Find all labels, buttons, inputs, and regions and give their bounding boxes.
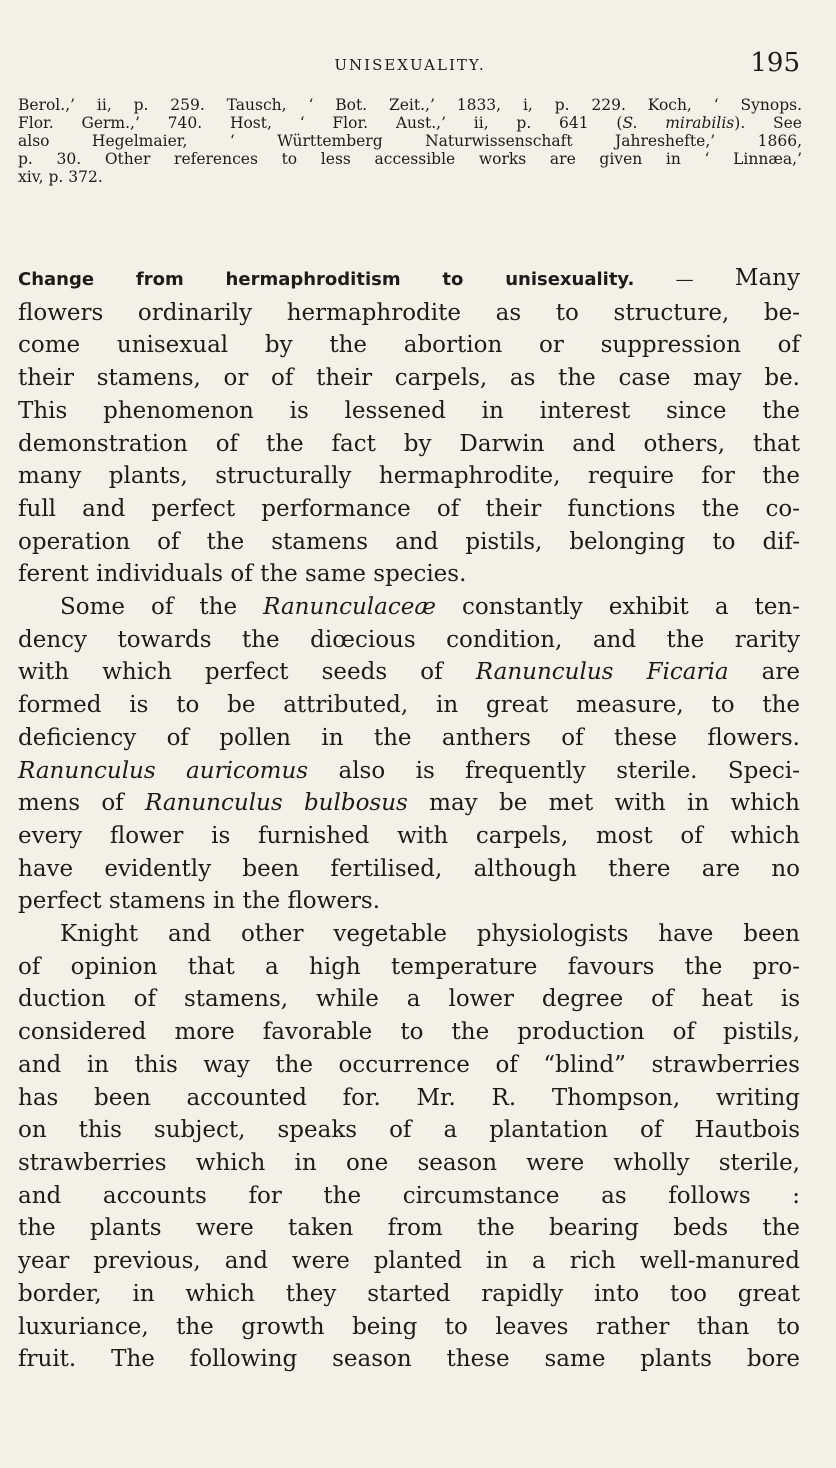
paragraph-text: may be met with in which (407, 790, 800, 817)
paragraph-line: full and perfect performance of their functions the co- (18, 495, 800, 522)
paragraph-line: strawberries which in one season were wholly sterile, (18, 1149, 800, 1176)
paragraph-line: year previous, and were planted in a rich well-manured (18, 1248, 800, 1275)
paragraph-line: and in this way the occurrence of “blind” strawberries (18, 1051, 800, 1078)
paragraph-text: are (728, 659, 800, 686)
footnote-text: ). See (734, 114, 802, 132)
paragraph-line: come unisexual by the abortion or suppression of (18, 332, 800, 359)
paragraph-line: have evidently been fertilised, although there are no (18, 855, 800, 882)
paragraph-line (18, 591, 800, 624)
paragraph-line: flowers ordinarily hermaphrodite as to structure, be- (18, 299, 800, 326)
footnote-line (18, 114, 802, 132)
italic-term: Ranunculus auricomus (18, 757, 309, 784)
paragraph-line (18, 787, 800, 820)
footnote-line: xiv, p. 372. (18, 168, 103, 186)
paragraph-line: ferent individuals of the same species. (18, 561, 467, 588)
paragraph-line: dency towards the diœcious condition, and the rarity (18, 626, 800, 653)
paragraph-line: many plants, structurally hermaphrodite, require for the (18, 463, 800, 490)
paragraph-text: constantly exhibit a ten- (435, 594, 800, 621)
paragraph-line: This phenomenon is lessened in interest since the (18, 397, 800, 424)
paragraph-line: and accounts for the circumstance as follows : (18, 1182, 800, 1209)
paragraph-line: operation of the stamens and pistils, belonging to dif- (18, 528, 800, 555)
paragraph-line: deficiency of pollen in the anthers of these flowers. (18, 724, 800, 751)
footnote-line: also Hegelmaier, ‘ Württemberg Naturwissenschaft Jahreshefte,’ 1866, (18, 132, 802, 150)
running-head (20, 50, 800, 82)
paragraph-line (18, 755, 800, 788)
paragraph-line: border, in which they started rapidly into too great (18, 1280, 800, 1307)
footnote (18, 96, 802, 186)
page-number: 195 (750, 48, 800, 78)
paragraph-line: formed is to be attributed, in great measure, to the (18, 692, 800, 719)
footnote-text: Flor. Germ.,’ 740. Host, ‘ Flor. Aust.,’ ii, p. 641 ( (18, 114, 623, 132)
paragraph-line: duction of stamens, while a lower degree of heat is (18, 986, 800, 1013)
section-heading: Change from hermaphroditism to unisexuality. (18, 269, 635, 290)
italic-term: Ranunculus bulbosus (145, 790, 408, 817)
footnote-italic: S. mirabilis (622, 114, 735, 132)
paragraph-line (18, 262, 800, 297)
paragraph-line: of opinion that a high temperature favours the pro- (18, 953, 800, 980)
paragraph-text: also is frequently sterile. Speci- (308, 757, 800, 784)
italic-term: Ranunculus Ficaria (475, 659, 729, 686)
paragraph-line: perfect stamens in the flowers. (18, 888, 381, 915)
paragraph-line: on this subject, speaks of a plantation of Hautbois (18, 1117, 800, 1144)
paragraph-text: with which perfect seeds of (18, 659, 476, 686)
paragraph-line: has been accounted for. Mr. R. Thompson, writing (18, 1084, 800, 1111)
paragraph-text: Many (734, 265, 800, 291)
paragraph-line: luxuriance, the growth being to leaves rather than to (18, 1313, 800, 1340)
paragraph-line: fruit. The following season these same plants bore (18, 1346, 800, 1373)
heading-dash: — (634, 269, 735, 290)
footnote-line: p. 30. Other references to less accessible works are given in ‘ Linnæa,’ (18, 150, 802, 168)
body-text (18, 262, 800, 1376)
paragraph-line (18, 656, 800, 689)
header-title: UNISEXUALITY. (334, 56, 486, 74)
paragraph-line: every flower is furnished with carpels, most of which (18, 822, 800, 849)
paragraph-line: demonstration of the fact by Darwin and others, that (18, 430, 800, 457)
paragraph-line: the plants were taken from the bearing beds the (18, 1215, 800, 1242)
paragraph-line: their stamens, or of their carpels, as the case may be. (18, 365, 800, 392)
italic-term: Ranunculaceæ (263, 594, 436, 621)
footnote-line: Berol.,’ ii, p. 259. Tausch, ‘ Bot. Zeit.,’ 1833, i, p. 229. Koch, ‘ Synops. (18, 96, 802, 114)
paragraph-line: considered more favorable to the production of pistils, (18, 1019, 800, 1046)
paragraph-text: Some of the (60, 594, 264, 621)
paragraph-text: mens of (18, 790, 145, 817)
paragraph-line: Knight and other vegetable physiologists have been (60, 921, 800, 948)
